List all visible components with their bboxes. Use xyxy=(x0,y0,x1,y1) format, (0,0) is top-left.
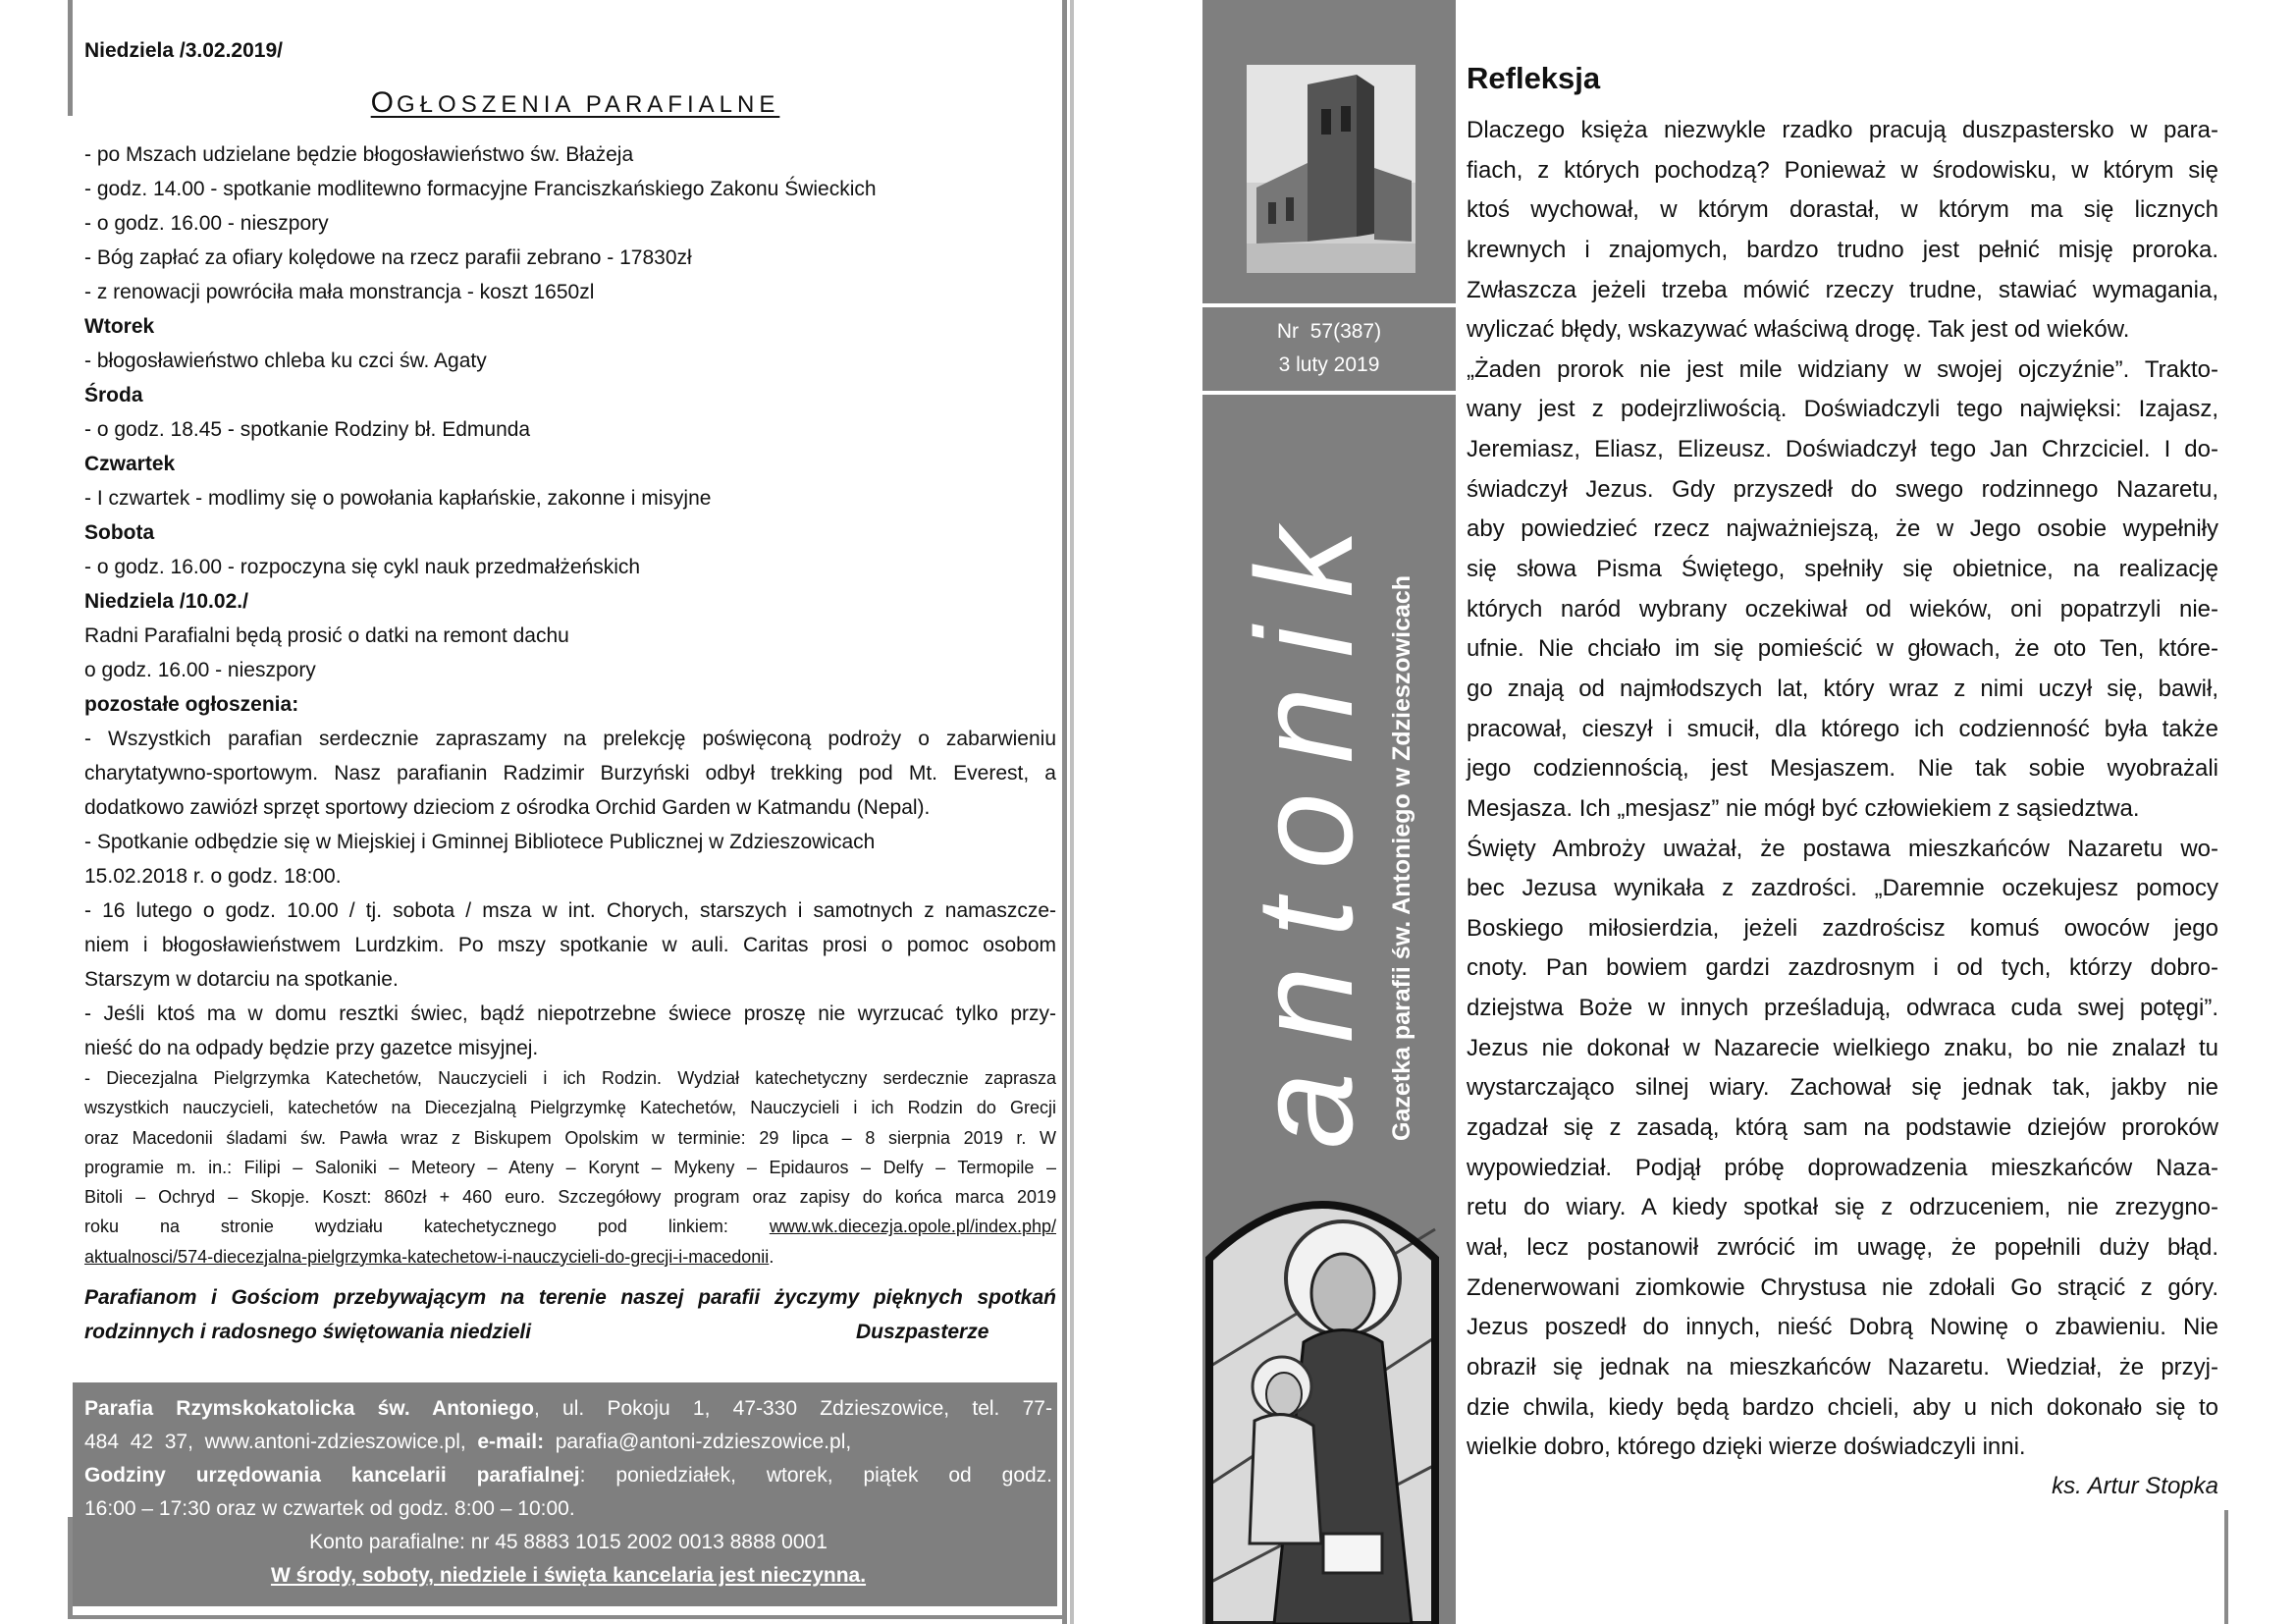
office-hours-label: Godziny urzędowania kancelarii parafialnej xyxy=(84,1464,580,1487)
closing-signature: Duszpasterze xyxy=(856,1321,989,1343)
article-line: obraził się jednak na mieszkańców Nazaretu. Wiedział, że przyj- xyxy=(1467,1353,2218,1380)
article-line: wany jest z podejrzliwością. Doświadczyli tego najwięksi: Izajasz, xyxy=(1467,396,2218,423)
bank-account: Konto parafialne: nr 45 8883 1015 2002 0013 8888 0001 xyxy=(309,1531,828,1553)
closing-line-1: Parafianom i Gościom przebywającym na terenie naszej parafii życzymy pięknych spotkań xyxy=(84,1286,1056,1309)
pilgrimage-link[interactable]: www.wk.diecezja.opole.pl/index.php/ xyxy=(769,1217,1056,1237)
masthead-subtitle: Gazetka parafii św. Antoniego w Zdzieszowicach xyxy=(1388,574,1415,1141)
pilgrimage-line-text: roku na stronie wydziału katechetycznego pod linkiem: xyxy=(84,1217,728,1237)
announcement-line: - Bóg zapłać za ofiary kolędowe na rzecz parafii zebrano - 17830zł xyxy=(84,246,692,269)
parish-address: , ul. Pokoju 1, 47-330 Zdzieszowice, tel. 77- xyxy=(533,1397,1052,1420)
article-line: wał, lecz postanowił zwrócić im uwagę, że popełnili duży błąd. xyxy=(1467,1233,2218,1261)
article-line: ktoś wychował, w którym dorastał, w którym ma się licznych xyxy=(1467,196,2218,224)
article-author: ks. Artur Stopka xyxy=(2052,1473,2218,1499)
article-line: pracował, cieszył i smucił, dla którego ich codzienność była także xyxy=(1467,715,2218,742)
article-line: Mesjasza. Ich „mesjasz” nie mógł być człowiekiem z sąsiedztwa. xyxy=(1467,794,2140,822)
article-line: cnoty. Pan bowiem gardzi zazdrosnym i od tych, którzy dobro- xyxy=(1467,954,2218,982)
announcement-line: 15.02.2018 r. o godz. 18:00. xyxy=(84,865,342,888)
announcement-line: - 16 lutego o godz. 10.00 / tj. sobota / msza w int. Chorych, starszych i samotnych z namaszcze- xyxy=(84,899,1056,922)
office-hours-days: : poniedziałek, wtorek, piątek od godz. xyxy=(579,1464,1053,1487)
stained-glass-saint-anthony xyxy=(1205,1170,1439,1624)
article-line: Jezus poszedł do innych, nieść Dobrą Nowinę o zbawieniu. Nie xyxy=(1467,1314,2218,1341)
article-line: ufnie. Nie chciało im się pomieścić w głowach, że oto Ten, które- xyxy=(1467,635,2218,663)
article-line: Boskiego miłosierdzia, jeżeli zazdrościsz komuś owoców jego xyxy=(1467,914,2218,942)
pilgrimage-line: programie m. in.: Filipi – Saloniki – Meteory – Ateny – Korynt – Mykeny – Epidauros – Delfy – Termopile – xyxy=(84,1157,1056,1177)
masthead-divider-top xyxy=(1202,303,1456,307)
announcement-line: - godz. 14.00 - spotkanie modlitewno formacyjne Franciszkańskiego Zakonu Świeckich xyxy=(84,178,877,200)
pilgrimage-announcement xyxy=(84,1063,1056,1272)
article-line: Święty Ambroży uważał, że postawa mieszkańców Nazaretu wo- xyxy=(1467,835,2218,862)
article-line: Dlaczego księża niezwykle rzadko pracują duszpastersko w para- xyxy=(1467,117,2218,143)
announcement-line: o godz. 16.00 - nieszpory xyxy=(84,659,316,681)
announcement-line: charytatywno-sportowym. Nasz parafianin Radzimir Burzyński odbył trekking pod Mt. Everest, a xyxy=(84,762,1056,785)
left-page-border-right xyxy=(1062,0,1067,1624)
right-page-border xyxy=(1070,0,1074,1624)
article-line: Zdenerwowani ziomkowie Chrystusa nie zdołali Go strącić z góry. xyxy=(1467,1273,2218,1301)
announcement-line: Starszym w dotarciu na spotkanie. xyxy=(84,968,399,991)
pilgrimage-line: oraz Macedonii śladami św. Pawła wraz z Biskupem Opolskim w terminie: 29 lipca – 8 sierpnia 2019 r. W xyxy=(84,1127,1056,1148)
announcement-line: - Spotkanie odbędzie się w Miejskiej i Gminnej Bibliotece Publicznej w Zdzieszowicach xyxy=(84,831,876,853)
article-line: dziejstwa Boże w innych prześladują, odwraca cuda swej potęgi”. xyxy=(1467,995,2218,1022)
announcement-line: - o godz. 16.00 - nieszpory xyxy=(84,212,329,235)
date-header: Niedziela /3.02.2019/ xyxy=(84,39,283,62)
church-photo xyxy=(1247,65,1415,273)
day-heading: Środa xyxy=(84,384,143,406)
article-line: wypowiedział. Podjął próbę doprowadzenia mieszkańców Naza- xyxy=(1467,1154,2218,1181)
article-line: wystarczająco silnej wiary. Zachował się jednak tak, jakby nie xyxy=(1467,1074,2218,1102)
article-line: bec Jezusa wynikała z zazdrości. „Daremnie oczekujesz pomocy xyxy=(1467,875,2218,902)
announcement-line: - o godz. 16.00 - rozpoczyna się cykl nauk przedmałżeńskich xyxy=(84,556,641,578)
article-line: fiach, z których pochodzą? Ponieważ w środowisku, w którym się xyxy=(1467,156,2218,184)
pilgrimage-line: wszystkich nauczycieli, katechetów na Diecezjalną Pielgrzymkę Katechetów, Nauczycieli i ich Rodzin do Grecji xyxy=(84,1098,1056,1118)
article-body xyxy=(1467,111,2218,1468)
masthead-divider-bottom xyxy=(1202,391,1456,395)
article-line: retu do wiary. A kiedy spotkał się z odrzuceniem, nie zrezygno- xyxy=(1467,1194,2218,1221)
announcement-line: - Jeśli ktoś ma w domu resztki świec, bądź niepotrzebne świece proszę nie wyrzucać tylko przy- xyxy=(84,1002,1056,1025)
article-line: Jeremiasz, Eliasz, Elizeusz. Doświadczył tego Jan Chrzciciel. I do- xyxy=(1467,436,2218,463)
announcement-line: nieść do na odpady będzie przy gazetce misyjnej. xyxy=(84,1037,539,1059)
section-title-initial: O xyxy=(370,86,398,119)
article-line: Zwłaszcza jeżeli trzeba mówić rzeczy trudne, stawiać wymagania, xyxy=(1467,276,2218,303)
left-page-border-bottom xyxy=(68,1615,1067,1619)
day-heading: Sobota xyxy=(84,521,155,544)
article-line: krewnych i znajomych, bardzo trudno jest pełnić misję proroka. xyxy=(1467,236,2218,263)
article-line: jego codziennością, jest Mesjaszem. Nie tak sobie wyobrażali xyxy=(1467,755,2218,783)
announcement-line: niem i błogosławieństwem Lurdzkim. Po mszy spotkanie w auli. Caritas prosi o pomoc osobom xyxy=(84,934,1056,956)
section-title xyxy=(84,86,1066,120)
pilgrimage-link-tail: . xyxy=(769,1246,774,1267)
right-page-corner-mark xyxy=(2224,1510,2228,1624)
pilgrimage-line xyxy=(84,1212,1056,1241)
day-heading: Wtorek xyxy=(84,315,155,338)
parish-email[interactable]: parafia@antoni-zdzieszowice.pl, xyxy=(544,1431,852,1453)
article-line: dzie chwila, kiedy będą bardzo chcieli, aby u nich dokonało się to xyxy=(1467,1393,2218,1421)
article-line: „Żaden prorok nie jest mile widziany w swojej ojczyźnie”. Trakto- xyxy=(1467,355,2218,383)
article-line: go znają od najmłodszych lat, który wraz z nimi uczył się, bawił, xyxy=(1467,675,2218,702)
announcement-line: - z renowacji powróciła mała monstrancja - koszt 1650zl xyxy=(84,281,595,303)
day-heading: pozostałe ogłoszenia: xyxy=(84,693,299,716)
announcement-line: Radni Parafialni będą prosić o datki na remont dachu xyxy=(84,624,569,647)
announcement-line: - błogosławieństwo chleba ku czci św. Agaty xyxy=(84,350,487,372)
article-line: wyliczać błędy, wskazywać właściwą drogę. Tak jest od wieków. xyxy=(1467,316,2130,344)
announcements-list xyxy=(84,137,1056,1065)
announcement-line: - o godz. 18.45 - spotkanie Rodziny bł. Edmunda xyxy=(84,418,531,441)
article-line: się słowa Pisma Świętego, spełniły się obietnice, na realizację xyxy=(1467,556,2218,583)
parish-info-text xyxy=(84,1392,1052,1593)
issue-date: 3 luty 2019 xyxy=(1278,353,1380,376)
parish-phone-web: 484 42 37, www.antoni-zdzieszowice.pl, xyxy=(84,1431,478,1453)
article-line: świadczył Jezus. Gdy przyszedł do swego rodzinnego Nazaretu, xyxy=(1467,475,2218,503)
announcement-line: - Wszystkich parafian serdecznie zapraszamy na prelekcję poświęconą podroży o zabarwieniu xyxy=(84,728,1056,750)
email-label: e-mail: xyxy=(477,1431,545,1453)
article-line: wielkie dobro, którego dzięki wierze doświadczyli inni. xyxy=(1467,1434,2026,1461)
announcement-line: dodatkowo zawiózł sprzęt sportowy dzieciom z ośrodka Orchid Garden w Katmandu (Nepal). xyxy=(84,796,931,819)
article-line: zgadzał się z zasadą, którą sam na podstawie dziejów proroków xyxy=(1467,1114,2218,1142)
article-line: których naród wybrany oczekiwał od wieków, oni popatrzyli nie- xyxy=(1467,595,2218,623)
office-hours-times: 16:00 – 17:30 oraz w czwartek od godz. 8:00 – 10:00. xyxy=(84,1497,575,1520)
masthead-logo: antonik xyxy=(1227,499,1381,1149)
announcement-line: - po Mszach udzielane będzie błogosławieństwo św. Błażeja xyxy=(84,143,634,166)
issue-number: Nr 57(387) xyxy=(1276,320,1382,343)
left-page-border xyxy=(68,0,73,116)
issue-info xyxy=(1202,315,1456,382)
article-line: Jezus nie dokonał w Nazarecie wielkiego znaku, bo nie znalazł tu xyxy=(1467,1034,2218,1061)
section-title-rest: GŁOSZENIA PARAFIALNE xyxy=(397,91,780,118)
closing-wishes xyxy=(84,1280,1056,1349)
day-heading: Niedziela /10.02./ xyxy=(84,590,248,613)
office-closed-notice: W środy, soboty, niedziele i święta kancelaria jest nieczynna. xyxy=(270,1564,867,1587)
article-line: aby powiedzieć rzecz najważniejszą, że w Jego osobie wypełniły xyxy=(1467,515,2218,543)
announcement-line: - I czwartek - modlimy się o powołania kapłańskie, zakonne i misyjne xyxy=(84,487,712,510)
closing-line-2: rodzinnych i radosnego świętowania niedzieli xyxy=(84,1321,532,1343)
parish-name: Parafia Rzymskokatolicka św. Antoniego xyxy=(84,1397,534,1420)
pilgrimage-link-line xyxy=(84,1242,1056,1272)
day-heading: Czwartek xyxy=(84,453,176,475)
pilgrimage-line: - Diecezjalna Pielgrzymka Katechetów, Nauczycieli i ich Rodzin. Wydział katechetyczny serdecznie zaprasza xyxy=(84,1068,1056,1088)
pilgrimage-link-continued[interactable]: aktualnosci/574-diecezjalna-pielgrzymka-katechetow-i-nauczycieli-do-grecji-i-macedonii xyxy=(84,1246,770,1267)
article-title: Refleksja xyxy=(1467,61,1601,95)
pilgrimage-line: Bitoli – Ochryd – Skopje. Koszt: 860zł + 460 euro. Szczegółowy program oraz zapisy do końca marca 2019 xyxy=(84,1187,1056,1208)
